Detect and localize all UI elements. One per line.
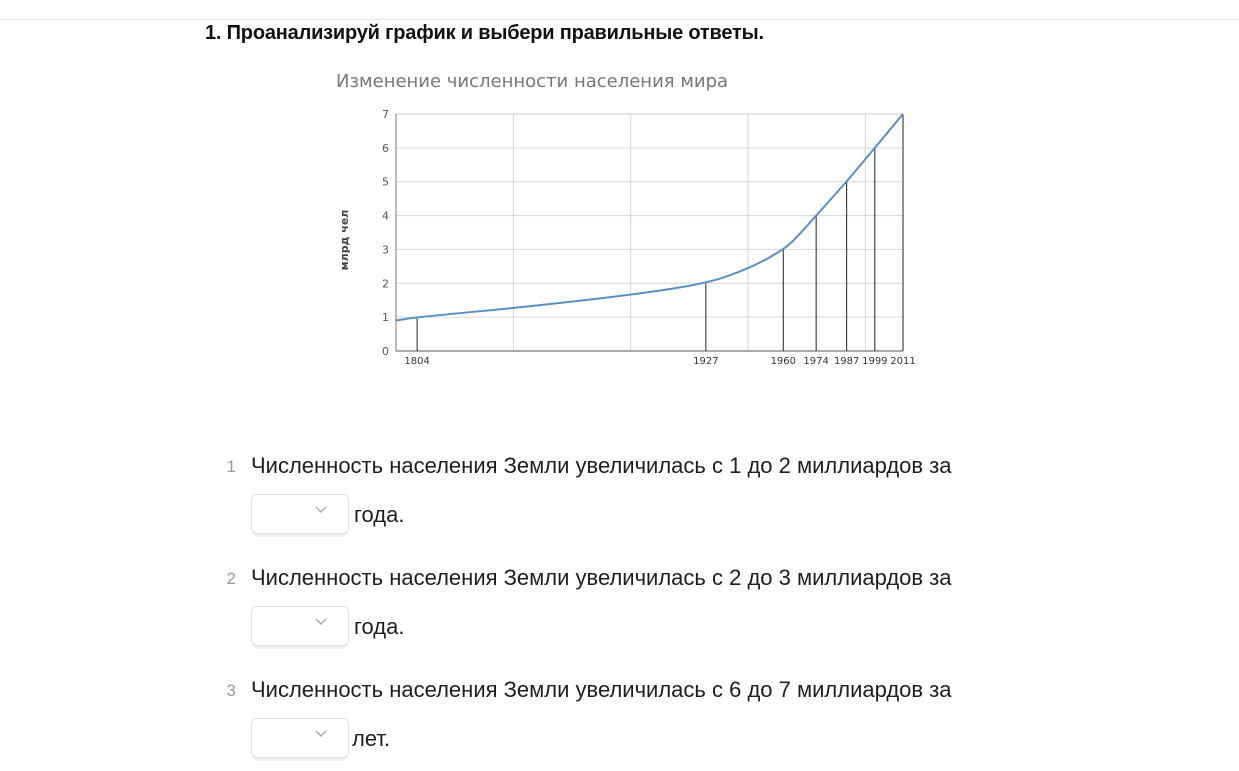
x-axis-ticks [404,356,915,367]
question-number: 2 [226,569,236,588]
population-chart [330,100,930,375]
y-tick-label: 7 [382,108,389,121]
y-tick-label: 5 [382,175,389,189]
x-tick-label: 2011 [890,356,916,367]
question-suffix: года. [354,614,405,639]
y-tick-label: 3 [382,243,389,257]
question-number: 1 [226,457,236,476]
population-line [396,114,903,321]
question-number: 3 [226,681,236,700]
chevron-down-icon [314,727,328,741]
answer-dropdown-3[interactable] [251,718,349,758]
chart-title: Изменение численности населения мира [336,71,729,92]
chevron-down-icon [314,615,328,629]
y-tick-label: 0 [382,345,389,358]
question-text: Численность населения Земли увеличилась с 1 до 2 миллиардов за [251,453,952,478]
question-text: Численность населения Земли увеличилась с 2 до 3 миллиардов за [251,565,952,590]
plot-border [396,114,903,351]
y-tick-label: 6 [382,141,389,155]
drop-lines [417,114,903,351]
x-tick-label: 1804 [404,356,430,367]
question-suffix: лет. [352,726,391,751]
x-tick-label: 1960 [770,356,797,367]
answer-dropdown-2[interactable] [251,606,349,646]
y-tick-label: 2 [382,277,389,291]
chart-series [396,114,903,321]
y-tick-label: 4 [382,209,389,223]
x-tick-label: 1987 [833,356,860,367]
x-tick-label: 1927 [693,356,719,367]
question-suffix: года. [354,502,405,527]
y-axis-ticks [382,108,389,358]
x-tick-label: 1974 [803,356,829,367]
chart-grid [396,114,903,351]
y-axis-label: млрд чел [338,209,351,271]
answer-dropdown-1[interactable] [251,494,349,534]
question-text: Численность населения Земли увеличилась с 6 до 7 миллиардов за [251,677,952,702]
y-tick-label: 1 [382,311,389,325]
chevron-down-icon [314,503,328,517]
task-title: 1. Проанализируй график и выбери правильные ответы. [205,22,764,44]
x-tick-label: 1999 [862,356,888,367]
top-divider [0,19,1239,20]
